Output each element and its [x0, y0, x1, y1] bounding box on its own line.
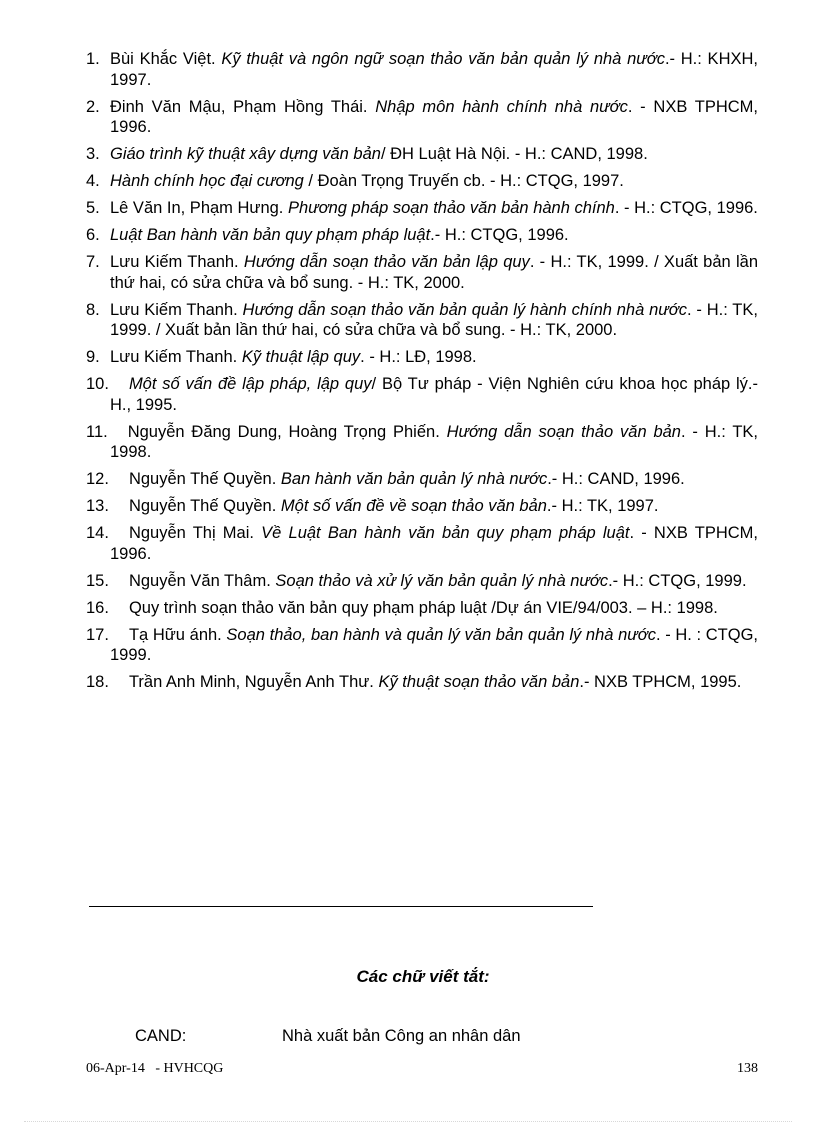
- reference-item: [86, 171, 758, 192]
- reference-item: [86, 496, 758, 517]
- reference-author: Lưu Kiếm Thanh.: [110, 348, 242, 366]
- page-bottom-border: [24, 1121, 792, 1122]
- reference-item: [86, 49, 758, 90]
- footer-date-institution: 06-Apr-14 - HVHCQG: [86, 1061, 224, 1076]
- reference-publication: / Bộ Tư pháp - Viện Nghiên cứu khoa học pháp lý.- H., 1995.: [110, 375, 758, 414]
- reference-publication: . - NXB TPHCM, 1996.: [110, 524, 758, 563]
- reference-author: Lê Văn In, Phạm Hưng.: [110, 199, 288, 217]
- section-divider: [89, 906, 593, 907]
- reference-author: Lưu Kiếm Thanh.: [110, 300, 243, 319]
- reference-item: [86, 252, 758, 293]
- abbreviation-item: [135, 1027, 521, 1046]
- reference-author: Bùi Khắc Việt.: [110, 50, 222, 68]
- reference-item: [86, 422, 758, 463]
- reference-number: 15.: [86, 571, 109, 590]
- reference-title: Hướng dẫn soạn thảo văn bản: [446, 422, 681, 441]
- reference-item: [86, 672, 758, 693]
- reference-title: Hướng dẫn soạn thảo văn bản lập quy: [243, 253, 530, 271]
- reference-publication: . - NXB TPHCM, 1996.: [110, 97, 758, 136]
- reference-author: Quy trình soạn thảo văn bản quy phạm pháp luật /Dự án VIE/94/003. – H.: 1998.: [128, 598, 718, 617]
- reference-item: [86, 225, 758, 246]
- reference-author: Nguyễn Thế Quyền.: [128, 497, 281, 515]
- reference-title: Ban hành văn bản quản lý nhà nước: [280, 470, 548, 488]
- reference-item: [86, 300, 758, 341]
- reference-item: [86, 625, 758, 666]
- reference-title: Soạn thảo và xử lý văn bản quản lý nhà nước: [275, 571, 609, 590]
- footer-page-number: 138: [737, 1061, 758, 1076]
- reference-item: [86, 144, 758, 165]
- reference-title: Kỹ thuật và ngôn ngữ soạn thảo văn bản quản lý nhà nước: [221, 50, 665, 68]
- reference-publication: / Đoàn Trọng Truyến cb. - H.: CTQG, 1997.: [303, 172, 624, 190]
- reference-number: 4.: [86, 172, 100, 190]
- reference-number: 3.: [86, 145, 100, 163]
- reference-item: [86, 523, 758, 564]
- reference-author: Tạ Hữu ánh.: [128, 625, 227, 644]
- reference-title: Hành chính học đại cương: [110, 172, 304, 190]
- reference-item: [86, 198, 758, 219]
- reference-item: [86, 598, 758, 619]
- reference-publication: . - H.: TK, 1999. / Xuất bản lần thứ hai, có sửa chữa và bổ sung. - H.: TK, 2000.: [110, 300, 758, 339]
- reference-title: Kỹ thuật soạn thảo văn bản: [378, 673, 580, 691]
- reference-author: Nguyễn Văn Thâm.: [128, 571, 276, 590]
- reference-author: Nguyễn Thế Quyền.: [128, 470, 281, 488]
- reference-title: Một số vấn đề lập pháp, lập quy: [128, 375, 372, 393]
- reference-title: Luật Ban hành văn bản quy phạm pháp luật: [110, 226, 431, 244]
- reference-publication: .- H.: CTQG, 1999.: [608, 571, 747, 590]
- reference-author: Đinh Văn Mậu, Phạm Hồng Thái.: [110, 97, 376, 116]
- reference-item: [86, 374, 758, 415]
- reference-author: Trần Anh Minh, Nguyễn Anh Thư.: [128, 673, 379, 691]
- reference-publication: .- H.: CTQG, 1996.: [430, 226, 569, 244]
- reference-number: 18.: [86, 673, 109, 691]
- reference-number: 8.: [86, 300, 100, 319]
- reference-item: [86, 469, 758, 490]
- reference-publication: / ĐH Luật Hà Nội. - H.: CAND, 1998.: [380, 145, 648, 163]
- reference-publication: . - H.: CTQG, 1996.: [614, 199, 758, 217]
- reference-number: 10.: [86, 375, 109, 393]
- reference-number: 5.: [86, 199, 100, 217]
- reference-title: Phương pháp soạn thảo văn bản hành chính: [287, 199, 615, 217]
- reference-number: 12.: [86, 470, 109, 488]
- abbreviation-meaning: Nhà xuất bản Công an nhân dân: [282, 1027, 521, 1045]
- reference-item: [86, 97, 758, 138]
- reference-publication: .- NXB TPHCM, 1995.: [579, 673, 742, 691]
- reference-publication: .- H.: KHXH, 1997.: [110, 50, 758, 89]
- reference-publication: . - H.: TK, 1998.: [110, 422, 758, 461]
- reference-number: 2.: [86, 97, 100, 116]
- reference-author: Nguyễn Thị Mai.: [128, 524, 262, 542]
- reference-item: [86, 347, 758, 368]
- abbreviations-title: Các chữ viết tắt:: [356, 967, 490, 986]
- reference-number: 17.: [86, 625, 109, 644]
- reference-publication: .- H.: TK, 1997.: [546, 497, 659, 515]
- reference-title: Giáo trình kỹ thuật xây dựng văn bản: [110, 145, 381, 163]
- reference-publication: . - H. : CTQG, 1999.: [110, 625, 759, 664]
- reference-number: 1.: [86, 50, 100, 68]
- reference-title: Soạn thảo, ban hành và quản lý văn bản quản lý nhà nước: [226, 625, 656, 644]
- reference-number: 14.: [86, 524, 109, 542]
- reference-author: Nguyễn Đăng Dung, Hoàng Trọng Phiến.: [127, 422, 447, 441]
- abbreviation-code: CAND:: [135, 1027, 187, 1045]
- reference-title: Về Luật Ban hành văn bản quy phạm pháp luật: [261, 524, 630, 542]
- reference-title: Nhập môn hành chính nhà nước: [375, 97, 628, 116]
- reference-publication: . - H.: TK, 1999. / Xuất bản lần thứ hai, có sửa chữa và bổ sung. - H.: TK, 2000.: [110, 253, 758, 292]
- reference-author: Lưu Kiếm Thanh.: [110, 253, 244, 271]
- reference-list: [86, 49, 758, 699]
- reference-number: 6.: [86, 226, 100, 244]
- reference-title: Hướng dẫn soạn thảo văn bản quản lý hành chính nhà nước: [242, 300, 687, 319]
- reference-publication: .- H.: CAND, 1996.: [547, 470, 685, 488]
- reference-item: [86, 571, 758, 592]
- reference-number: 9.: [86, 348, 100, 366]
- reference-title: Một số vấn đề về soạn thảo văn bản: [280, 497, 547, 515]
- reference-number: 16.: [86, 598, 109, 617]
- reference-number: 7.: [86, 253, 100, 271]
- reference-number: 13.: [86, 497, 109, 515]
- reference-number: 11.: [86, 422, 108, 441]
- reference-publication: . - H.: LĐ, 1998.: [360, 348, 477, 366]
- reference-title: Kỹ thuật lập quy: [241, 348, 361, 366]
